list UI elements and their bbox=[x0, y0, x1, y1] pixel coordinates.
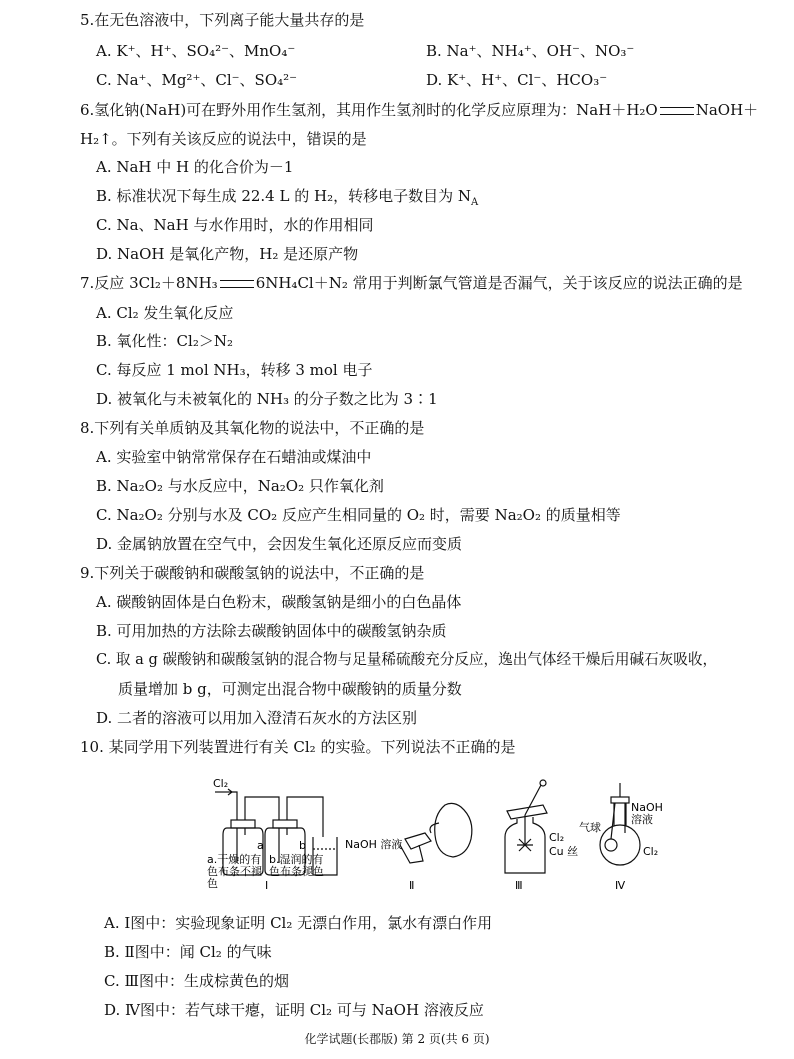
question-9-stem: 9.下列关于碳酸钠和碳酸氢钠的说法中，不正确的是 bbox=[80, 564, 425, 582]
question-7-option-a: A. Cl₂ 发生氧化反应 bbox=[96, 304, 234, 322]
question-8-option-c: C. Na₂O₂ 分别与水及 CO₂ 反应产生相同量的 O₂ 时，需要 Na₂O₂ 的质量相等 bbox=[96, 506, 621, 524]
question-9-option-c: C. 取 a g 碳酸钠和碳酸氢钠的混合物与足量稀硫酸充分反应，逸出气体经干燥后用碱石灰吸收， bbox=[96, 651, 718, 668]
question-5-option-c: C. Na⁺、Mg²⁺、Cl⁻、SO₄²⁻ bbox=[96, 71, 298, 89]
apparatus-figure bbox=[195, 775, 675, 890]
figure-label-a-line3: 色 bbox=[207, 877, 218, 890]
figure-iv-balloon-label: 气球 bbox=[579, 821, 601, 834]
question-7-option-b: B. 氧化性：Cl₂＞N₂ bbox=[96, 332, 233, 350]
figure-iv-naoh-label: NaOH bbox=[631, 801, 663, 814]
figure-panel-3-label: Ⅲ bbox=[515, 879, 523, 890]
avogadro-subscript: A bbox=[470, 197, 479, 208]
question-6-stem bbox=[80, 100, 758, 120]
question-9-option-b: B. 可用加热的方法除去碳酸钠固体中的碳酸氢钠杂质 bbox=[96, 622, 447, 640]
question-7-option-d: D. 被氧化与未被氧化的 NH₃ 的分子数之比为 3∶1 bbox=[96, 390, 438, 408]
question-10-option-d: D. Ⅳ图中：若气球干瘪，证明 Cl₂ 可与 NaOH 溶液反应 bbox=[104, 1001, 484, 1019]
question-10-option-b: B. Ⅱ图中：闻 Cl₂ 的气味 bbox=[104, 943, 272, 961]
question-5-option-d: D. K⁺、H⁺、Cl⁻、HCO₃⁻ bbox=[426, 71, 608, 89]
question-9-option-d: D. 二者的溶液可以用加入澄清石灰水的方法区别 bbox=[96, 709, 418, 727]
question-10-option-a: A. Ⅰ图中：实验现象证明 Cl₂ 无漂白作用，氯水有漂白作用 bbox=[104, 914, 493, 932]
question-7-stem-b: 6NH₄Cl＋N₂ 常用于判断氯气管道是否漏气，关于该反应的说法正确的是 bbox=[255, 274, 743, 292]
figure-bottle-a-label: a bbox=[257, 839, 264, 852]
figure-label-a-line2: 色布条不褪 bbox=[207, 865, 262, 878]
question-5-option-b: B. Na⁺、NH₄⁺、OH⁻、NO₃⁻ bbox=[426, 42, 635, 60]
figure-panel-4-label: Ⅳ bbox=[615, 879, 626, 890]
figure-iv-cl2-label: Cl₂ bbox=[643, 845, 659, 858]
figure-label-a-line1: a.干燥的有 bbox=[207, 853, 262, 866]
figure-bottle-b-label: b bbox=[299, 839, 306, 852]
figure-label-b-line1: b.湿润的有 bbox=[269, 853, 324, 866]
equals-sign-icon bbox=[660, 107, 694, 115]
question-7-stem bbox=[80, 273, 743, 293]
question-8-option-a: A. 实验室中钠常常保存在石蜡油或煤油中 bbox=[96, 448, 372, 466]
question-6-option-d: D. NaOH 是氧化产物，H₂ 是还原产物 bbox=[96, 245, 359, 263]
page-footer: 化学试题(长郡版) 第 2 页(共 6 页) bbox=[304, 1032, 490, 1046]
figure-cl2-inlet-label: Cl₂ bbox=[213, 777, 229, 790]
question-10-option-c: C. Ⅲ图中：生成棕黄色的烟 bbox=[104, 972, 289, 990]
question-6-stem-2: H₂↑。下列有关该反应的说法中，错误的是 bbox=[80, 130, 367, 148]
question-7-stem-a: 7.反应 3Cl₂＋8NH₃ bbox=[80, 274, 218, 292]
question-6-stem-tail: NaOH＋ bbox=[695, 101, 759, 119]
figure-iii-cu-label: Cu 丝 bbox=[549, 845, 579, 858]
equals-sign-icon bbox=[220, 280, 254, 288]
question-6-stem-text: 6.氢化钠(NaH)可在野外用作生氢剂，其用作生氢剂时的化学反应原理为：NaH＋H₂O bbox=[80, 101, 658, 119]
question-7-option-c: C. 每反应 1 mol NH₃，转移 3 mol 电子 bbox=[96, 361, 373, 379]
question-8-stem: 8.下列有关单质钠及其氧化物的说法中，不正确的是 bbox=[80, 419, 425, 437]
question-6-option-c: C. Na、NaH 与水作用时，水的作用相同 bbox=[96, 216, 374, 234]
question-9-option-c-cont: 质量增加 b g，可测定出混合物中碳酸钠的质量分数 bbox=[118, 680, 462, 698]
figure-iii-cl2-label: Cl₂ bbox=[549, 831, 565, 844]
question-6-option-b bbox=[96, 186, 478, 206]
question-6-option-b-text: B. 标准状况下每生成 22.4 L 的 H₂，转移电子数目为 N bbox=[96, 187, 471, 205]
figure-label-b-line2: 色布条褪色 bbox=[269, 865, 324, 878]
question-5-stem: 5.在无色溶液中，下列离子能大量共存的是 bbox=[80, 11, 365, 29]
question-8-option-b: B. Na₂O₂ 与水反应中，Na₂O₂ 只作氧化剂 bbox=[96, 477, 384, 495]
figure-panel-1-label: Ⅰ bbox=[265, 879, 269, 890]
figure-naoh-solution-label: NaOH 溶液 bbox=[345, 838, 403, 851]
question-9-option-a: A. 碳酸钠固体是白色粉末，碳酸氢钠是细小的白色晶体 bbox=[96, 593, 462, 611]
figure-iv-solution-label: 溶液 bbox=[631, 813, 653, 826]
figure-panel-2-label: Ⅱ bbox=[409, 879, 415, 890]
question-8-option-d: D. 金属钠放置在空气中，会因发生氧化还原反应而变质 bbox=[96, 535, 463, 553]
question-10-stem: 10. 某同学用下列装置进行有关 Cl₂ 的实验。下列说法不正确的是 bbox=[80, 738, 516, 756]
question-5-option-a: A. K⁺、H⁺、SO₄²⁻、MnO₄⁻ bbox=[96, 42, 296, 60]
question-6-option-a: A. NaH 中 H 的化合价为－1 bbox=[96, 158, 294, 176]
